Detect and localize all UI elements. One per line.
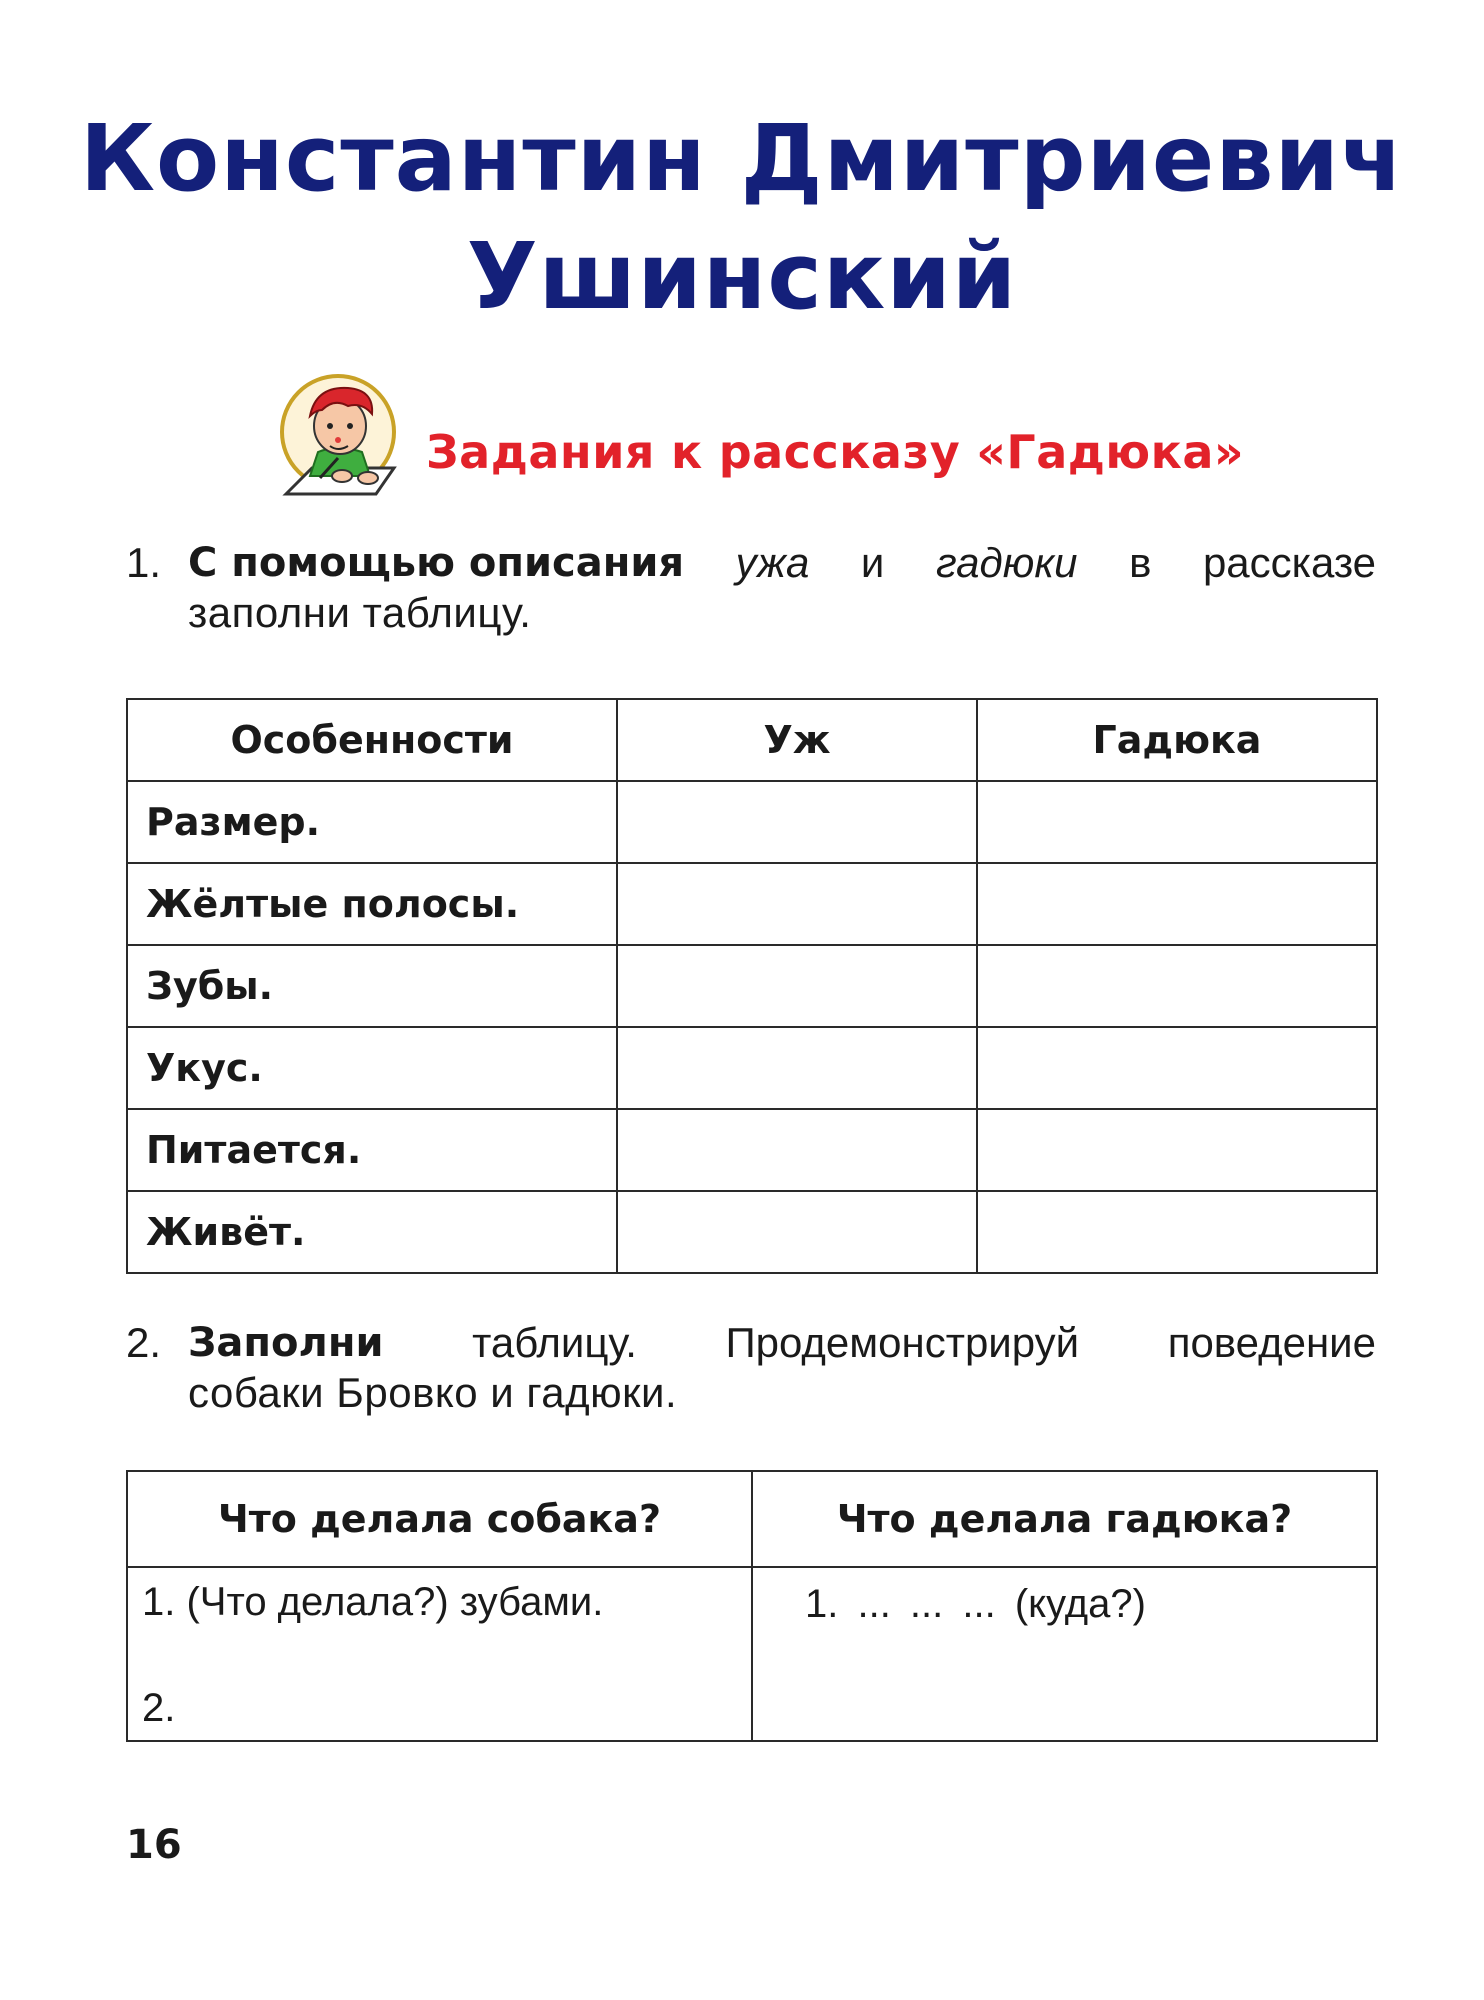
table-row — [127, 781, 1377, 863]
table-row — [127, 863, 1377, 945]
task-2-word-behavior: поведение — [1167, 1319, 1376, 1366]
answer-cell[interactable] — [977, 1109, 1377, 1191]
title-surname: Ушинский — [466, 223, 1018, 330]
table-row — [127, 1109, 1377, 1191]
answer-cell[interactable] — [977, 781, 1377, 863]
table-row — [127, 1027, 1377, 1109]
answer-cell[interactable] — [617, 1109, 977, 1191]
answer-cell[interactable] — [977, 1027, 1377, 1109]
table-row — [127, 1567, 1377, 1741]
heading-word-to: к — [670, 425, 703, 479]
dog-actions-cell[interactable] — [127, 1567, 752, 1741]
task-2 — [126, 1318, 1376, 1418]
task-1-line-2: заполни таблицу. — [188, 589, 532, 636]
behavior-table-header — [127, 1471, 1377, 1567]
answer-cell[interactable] — [617, 863, 977, 945]
task-1 — [126, 538, 1376, 638]
header-grass-snake: Уж — [617, 699, 977, 781]
task-2-line-1 — [188, 1318, 1376, 1368]
feature-size: Размер. — [127, 781, 617, 863]
task-2-line-2: собаки Бровко и гадюки. — [188, 1369, 678, 1416]
boy-writing-icon — [276, 374, 406, 500]
viper-actions-cell[interactable] — [752, 1567, 1377, 1741]
answer-cell[interactable] — [617, 945, 977, 1027]
task-1-italic-snake: ужа — [735, 539, 810, 586]
heading-story-title: «Гадюка» — [976, 425, 1245, 479]
task-1-number: 1. — [126, 539, 162, 586]
header-viper-actions: Что делала гадюка? — [752, 1471, 1377, 1567]
answer-cell[interactable] — [617, 1191, 977, 1273]
header-features: Особенности — [127, 699, 617, 781]
answer-cell[interactable] — [977, 863, 1377, 945]
feature-lives: Живёт. — [127, 1191, 617, 1273]
heading-word-tasks: Задания — [426, 425, 655, 479]
behavior-table — [126, 1470, 1378, 1742]
task-2-bold: Заполни — [188, 1320, 384, 1366]
title-patronymic: Дмитриевич — [740, 105, 1405, 212]
feature-bite: Укус. — [127, 1027, 617, 1109]
feature-teeth: Зубы. — [127, 945, 617, 1027]
task-1-bold: С помощью описания — [188, 540, 685, 586]
viper-entry-1: 1. ... ... ... (куда?) — [805, 1582, 1146, 1626]
features-table — [126, 698, 1378, 1274]
features-table-header — [127, 699, 1377, 781]
dog-entry-2: 2. — [142, 1686, 176, 1730]
task-1-word-story: рассказе — [1202, 539, 1376, 586]
answer-cell[interactable] — [977, 1191, 1377, 1273]
table-row — [127, 945, 1377, 1027]
task-2-word-demonstrate: Продемонстрируй — [725, 1319, 1080, 1366]
heading-word-story: рассказу — [718, 425, 961, 479]
page-title — [0, 100, 1484, 336]
feature-yellow-stripes: Жёлтые полосы. — [127, 863, 617, 945]
answer-cell[interactable] — [617, 1027, 977, 1109]
title-line-1 — [0, 100, 1484, 218]
section-heading — [426, 424, 1244, 480]
task-2-word-table: таблицу. — [472, 1319, 637, 1366]
title-first-name: Константин — [79, 105, 707, 212]
dog-entry-1: 1. (Что делала?) зубами. — [142, 1580, 604, 1624]
task-1-word-and: и — [860, 539, 885, 586]
header-dog-actions: Что делала собака? — [127, 1471, 752, 1567]
task-2-number: 2. — [126, 1319, 162, 1366]
answer-cell[interactable] — [617, 781, 977, 863]
task-1-word-in: в — [1129, 539, 1152, 586]
task-1-italic-viper: гадюки — [935, 539, 1078, 586]
table-row — [127, 1191, 1377, 1273]
header-viper: Гадюка — [977, 699, 1377, 781]
page-number: 16 — [126, 1822, 182, 1868]
feature-feeds: Питается. — [127, 1109, 617, 1191]
task-1-line-1 — [188, 538, 1376, 588]
answer-cell[interactable] — [977, 945, 1377, 1027]
